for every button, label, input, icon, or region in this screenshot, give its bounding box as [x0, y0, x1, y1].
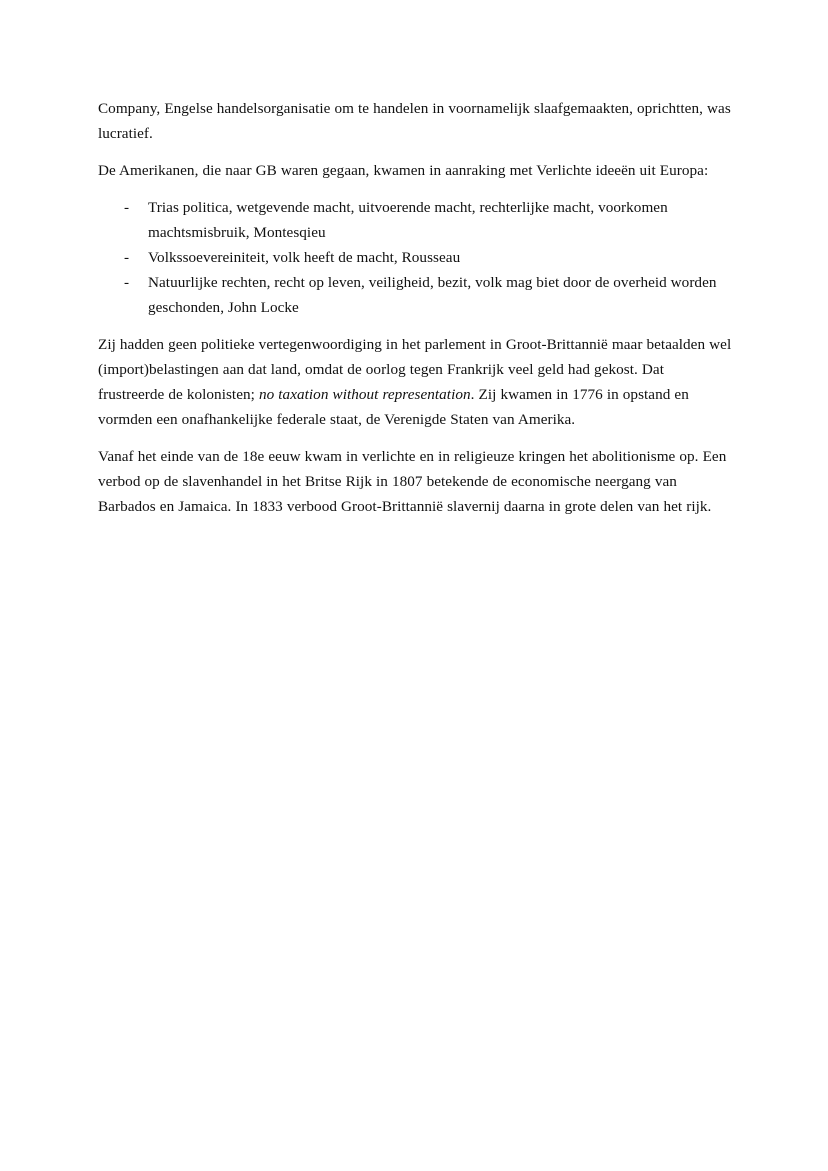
enlightenment-ideas-list	[98, 195, 732, 320]
bullet-dash-icon: -	[124, 199, 130, 216]
italic-phrase-no-taxation-without-representation: no taxation without representation	[258, 386, 471, 403]
bullet-dash-icon: -	[124, 274, 130, 291]
list-item	[98, 195, 732, 245]
document-body	[98, 96, 732, 519]
list-item-label: Volkssoevereiniteit, volk heeft de macht, Rousseau	[148, 249, 461, 266]
paragraph-amerikanen-verlichte-ideeen: De Amerikanen, die naar GB waren gegaan, kwamen in aanraking met Verlichte ideeën uit Europa:	[98, 162, 709, 179]
paragraph-text-after-italic: . Zij kwamen in 1776 in opstand en vormden een onafhankelijke federale staat, de Verenigde Staten van Amerika.	[98, 386, 689, 428]
bullet-dash-icon: -	[124, 249, 130, 266]
paragraph-taxation-representation	[98, 332, 732, 432]
paragraph-company-lucratief: Company, Engelse handelsorganisatie om te handelen in voornamelijk slaafgemaakten, oprichtten, was lucratief.	[98, 100, 731, 142]
list-item-label: Natuurlijke rechten, recht op leven, veiligheid, bezit, volk mag biet door de overheid worden geschonden, John Locke	[148, 274, 717, 316]
paragraph-abolitionisme: Vanaf het einde van de 18e eeuw kwam in verlichte en in religieuze kringen het abolitionisme op. Een verbod op de slavenhandel in het Britse Rijk in 1807 betekende de economische neergang van Barbados en Jamaica. In 1833 verbood Groot-Brittannië slavernij daarna in grote delen van het rijk.	[98, 448, 727, 515]
list-item	[98, 245, 732, 270]
paragraph-text-before-italic: Zij hadden geen politieke vertegenwoordiging in het parlement in Groot-Brittannië maar betaalden wel (import)belastingen aan dat land, omdat de oorlog tegen Frankrijk veel geld had gekost. Dat frustreerde de kolonisten;	[98, 336, 732, 403]
list-item	[98, 270, 732, 320]
list-item-label: Trias politica, wetgevende macht, uitvoerende macht, rechterlijke macht, voorkomen machtsmisbruik, Montesqieu	[148, 199, 668, 241]
